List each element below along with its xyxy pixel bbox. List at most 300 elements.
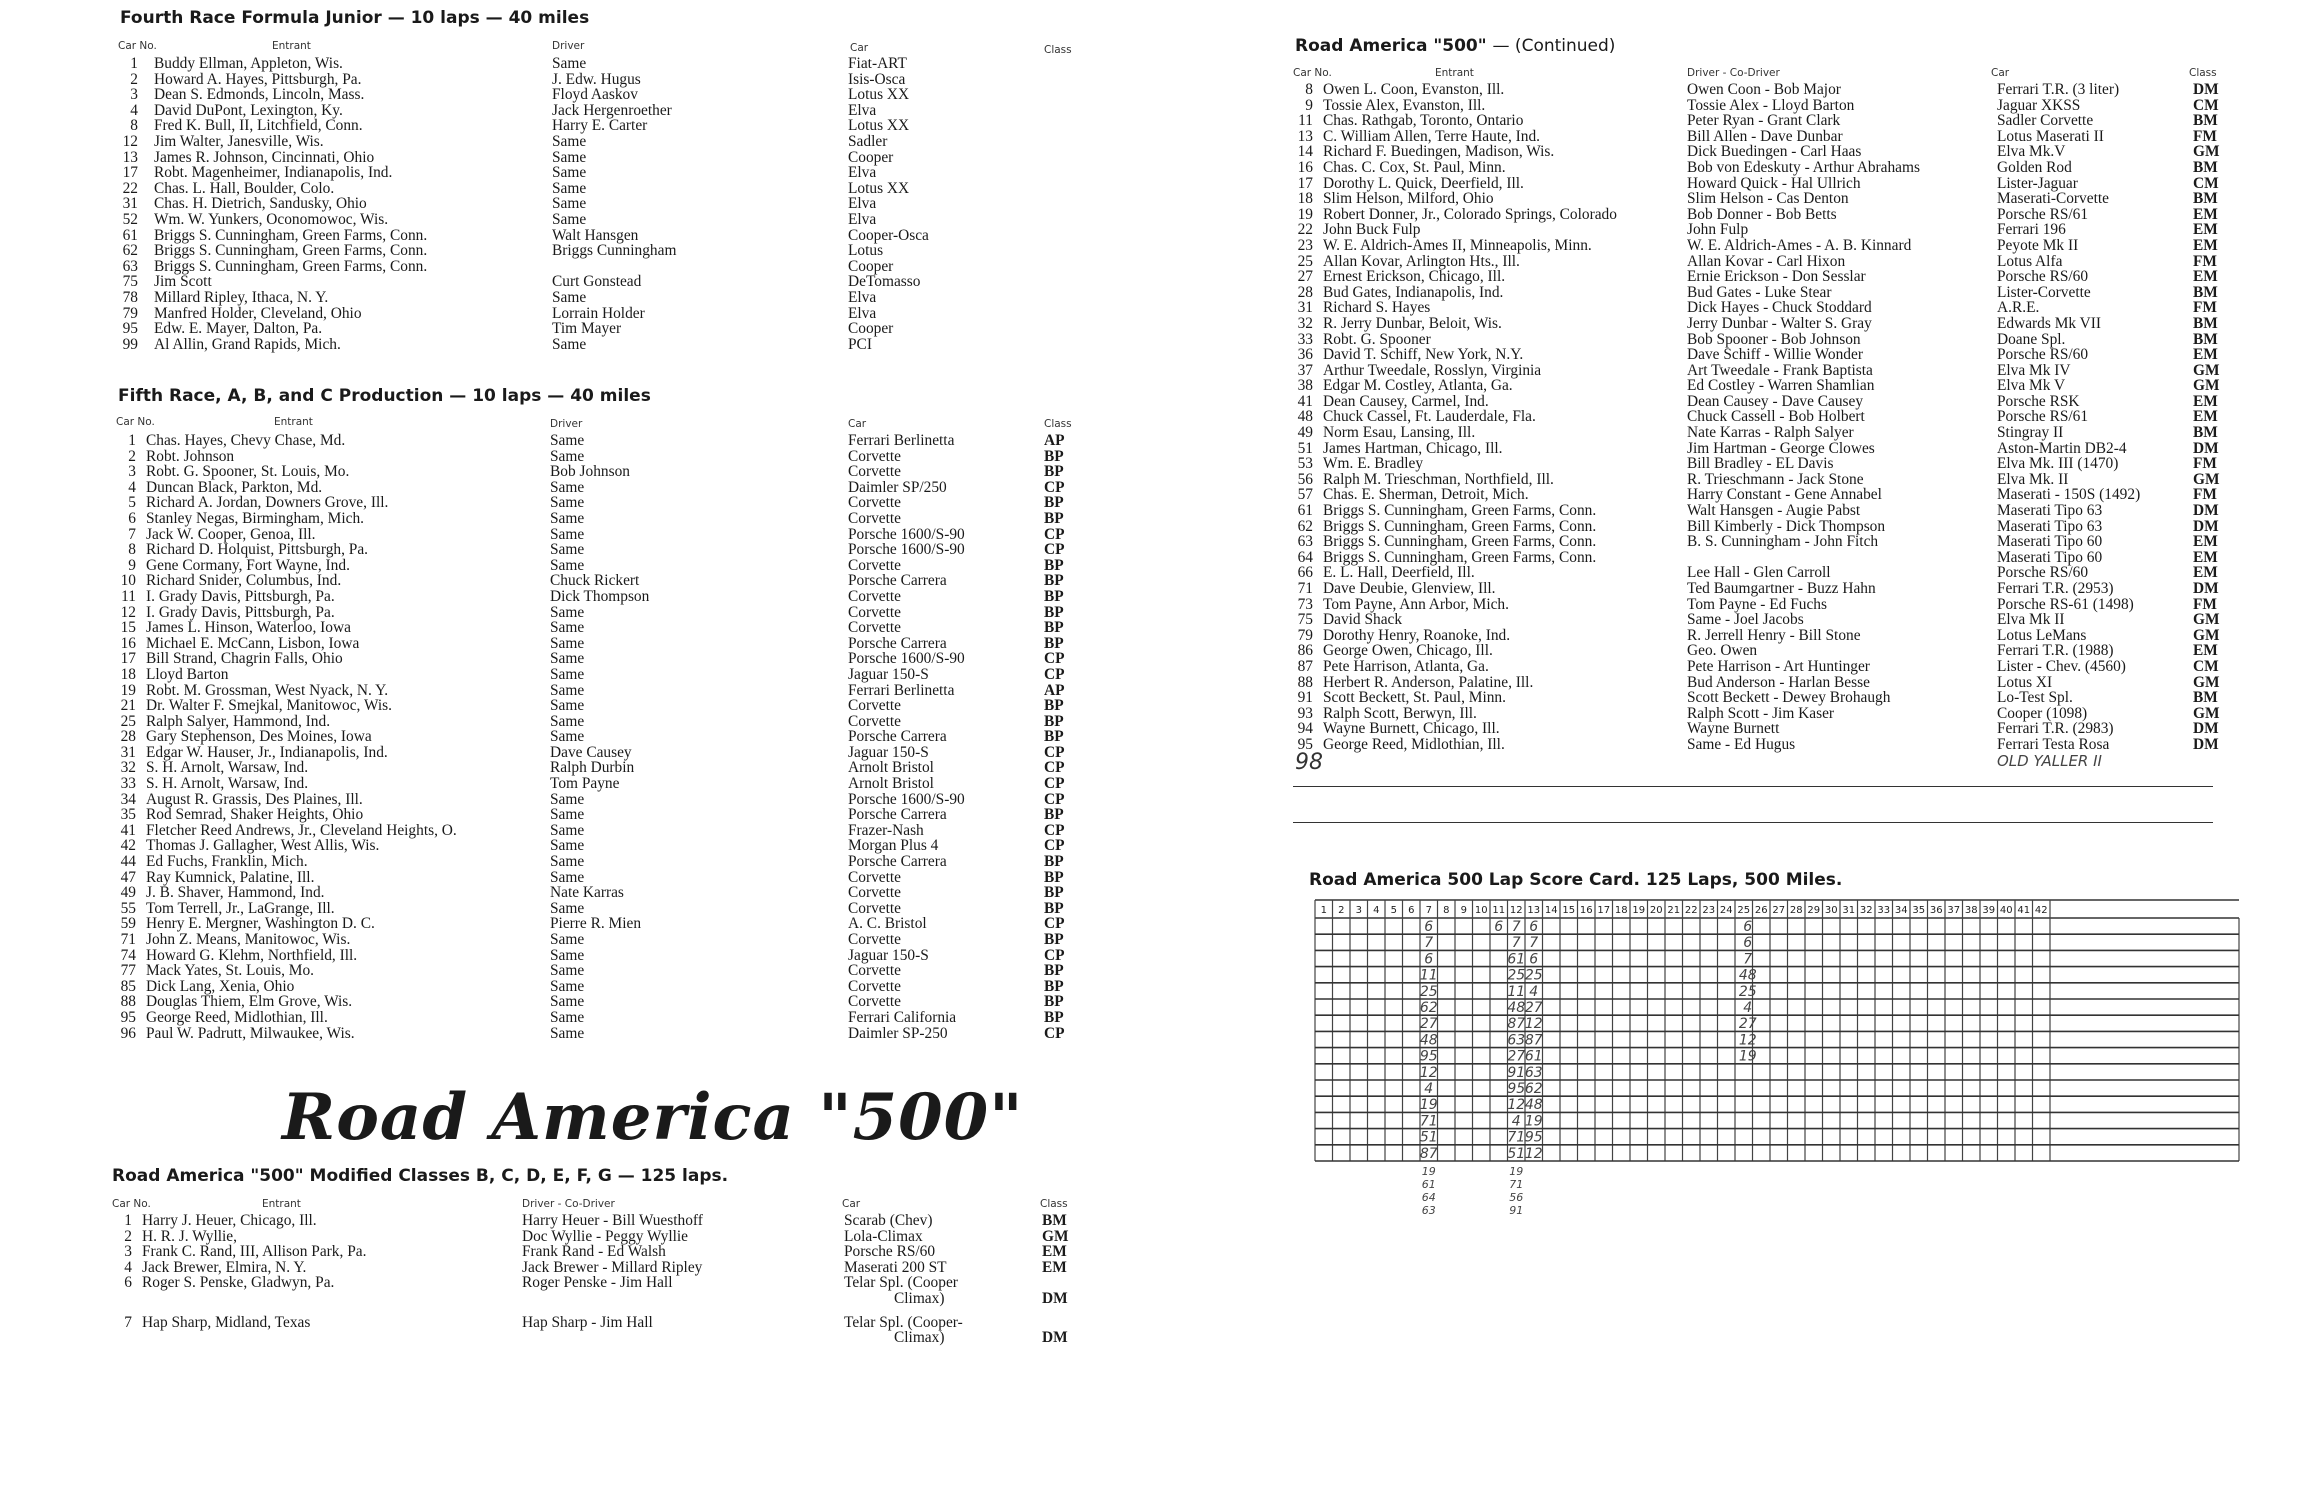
row-car-number: 66	[1297, 564, 1313, 582]
table-row	[110, 948, 1090, 964]
table-row	[112, 274, 1092, 290]
lap-mark: 87	[1419, 1145, 1438, 1162]
row-driver: Hap Sharp - Jim Hall	[522, 1313, 653, 1331]
row-entrant: Herbert R. Anderson, Palatine, Ill.	[1323, 673, 1534, 691]
row-car-number: 5	[128, 494, 136, 512]
row-entrant: I. Grady Davis, Pittsburgh, Pa.	[146, 603, 335, 621]
table-row-continuation	[106, 1330, 1086, 1346]
lap-mark: 87	[1524, 1032, 1543, 1049]
row-car: Aston-Martin DB2-4	[1997, 439, 2127, 457]
race4-title-text: Fourth Race Formula Junior	[120, 8, 382, 28]
row-car-number: 17	[122, 164, 138, 182]
table-row	[1287, 160, 2247, 176]
row-driver: Same	[552, 335, 587, 353]
row-car-number: 3	[124, 1243, 132, 1261]
ra500-cont-title	[1295, 36, 1615, 56]
row-car-number: 63	[1297, 533, 1313, 551]
row-car-number: 27	[1297, 268, 1313, 286]
row-entrant: Allan Kovar, Arlington Hts., Ill.	[1323, 252, 1520, 270]
row-car-number: 2	[130, 70, 138, 88]
row-driver: Same	[552, 210, 587, 228]
row-car-number: 61	[122, 226, 138, 244]
row-entrant: George Owen, Chicago, Ill.	[1323, 642, 1493, 660]
row-class: DM	[2193, 580, 2219, 597]
row-driver: Ralph Scott - Jim Kaser	[1687, 704, 1835, 722]
row-entrant: David T. Schiff, New York, N.Y.	[1323, 346, 1524, 364]
lap-mark: 6	[1424, 919, 1434, 935]
table-row	[1287, 176, 2247, 192]
row-car-number: 2	[124, 1227, 132, 1245]
table-row	[110, 480, 1090, 496]
row-entrant: Fletcher Reed Andrews, Jr., Cleveland Heights, O.	[146, 821, 457, 839]
row-car-number: 49	[1297, 424, 1313, 442]
row-driver: Chuck Rickert	[550, 572, 640, 590]
row-car-number: 9	[1305, 96, 1313, 114]
table-row	[110, 916, 1090, 932]
lap-column-label: 6	[1408, 905, 1415, 916]
row-driver: Scott Beckett - Dewey Brohaugh	[1687, 689, 1891, 707]
row-entrant: Briggs S. Cunningham, Green Farms, Conn.	[1323, 502, 1597, 520]
row-entrant: Jack W. Cooper, Genoa, Ill.	[146, 525, 316, 543]
row-car-number: 62	[122, 242, 138, 260]
row-car: Edwards Mk VII	[1997, 314, 2102, 332]
row-class: BP	[1044, 993, 1064, 1011]
table-row	[110, 745, 1090, 761]
row-car-number: 1	[128, 432, 136, 449]
row-car: Corvette	[848, 463, 901, 481]
row-car-number: 1	[130, 55, 138, 72]
row-driver: Same	[550, 1008, 585, 1026]
row-car: Maserati - 150S (1492)	[1997, 486, 2141, 504]
lap-mark: 62	[1524, 1081, 1543, 1097]
lap-mark: 19	[1738, 1048, 1757, 1065]
ra500-big-title: Road America "500"	[282, 1080, 1024, 1155]
race5-hdr-car: Car	[848, 418, 867, 430]
table-row	[110, 573, 1090, 589]
row-car: Porsche 1600/S-90	[848, 650, 965, 668]
row-car-number: 13	[122, 148, 138, 166]
row-car-continued: Climax)	[894, 1289, 945, 1307]
row-car: Jaguar 150-S	[848, 665, 929, 683]
row-class: BP	[1044, 1008, 1064, 1026]
table-row	[1287, 285, 2247, 301]
table-row	[1287, 487, 2247, 503]
table-row	[110, 651, 1090, 667]
row-car-number: 32	[120, 759, 136, 777]
row-car: A.R.E.	[1997, 299, 2040, 317]
row-entrant: Briggs S. Cunningham, Green Farms, Conn.	[154, 226, 428, 244]
row-car: Elva	[848, 288, 877, 306]
table-row	[112, 321, 1092, 337]
row-car: Corvette	[848, 697, 901, 715]
table-row	[1287, 363, 2247, 379]
table-row	[1287, 82, 2247, 98]
row-driver: Dave Causey	[550, 743, 632, 761]
row-car-number: 75	[1297, 611, 1313, 629]
row-entrant: Chas. C. Cox, St. Paul, Minn.	[1323, 158, 1506, 176]
row-driver: Same	[550, 650, 585, 668]
lap-mark: 51	[1507, 1145, 1526, 1162]
table-row	[110, 729, 1090, 745]
row-entrant: Bud Gates, Indianapolis, Ind.	[1323, 283, 1504, 301]
table-row	[112, 337, 1092, 353]
lap-mark: 63	[1507, 1032, 1526, 1049]
lap-column-label: 17	[1597, 905, 1611, 916]
row-entrant: Richard S. Hayes	[1323, 299, 1431, 317]
row-class: BP	[1044, 899, 1064, 917]
row-class: GM	[2193, 470, 2220, 488]
row-car: Elva Mk IV	[1997, 361, 2071, 379]
row-entrant: Mack Yates, St. Louis, Mo.	[146, 962, 315, 980]
row-entrant: Gary Stephenson, Des Moines, Iowa	[146, 728, 372, 746]
lap-column-label: 30	[1824, 905, 1838, 916]
table-row	[1287, 409, 2247, 425]
table-row	[112, 134, 1092, 150]
row-car-number: 32	[1297, 314, 1313, 332]
row-driver: Howard Quick - Hal Ullrich	[1687, 174, 1861, 192]
row-car: Telar Spl. (Cooper-	[844, 1313, 963, 1331]
row-car-number: 31	[120, 743, 136, 761]
lap-column-label: 14	[1544, 905, 1558, 916]
row-car: Corvette	[848, 619, 901, 637]
table-row	[110, 901, 1090, 917]
row-class: DM	[2193, 81, 2219, 98]
table-row	[1287, 721, 2247, 737]
row-class: BP	[1044, 962, 1064, 980]
lap-mark: 91	[1507, 1064, 1526, 1081]
row-entrant: Michael E. McCann, Lisbon, Iowa	[146, 634, 360, 652]
table-row	[106, 1213, 1086, 1229]
row-class: DM	[2193, 502, 2219, 520]
row-driver: Jack Hergenroether	[552, 101, 672, 119]
table-row	[1287, 581, 2247, 597]
row-driver: Ted Baumgartner - Buzz Hahn	[1687, 580, 1876, 597]
table-row	[1287, 675, 2247, 691]
lap-mark: 95	[1524, 1129, 1543, 1146]
row-driver: Ralph Durbin	[550, 759, 635, 777]
row-car: Lotus Maserati II	[1997, 127, 2104, 145]
row-driver: Ed Costley - Warren Shamlian	[1687, 377, 1875, 395]
row-class: BM	[2193, 112, 2218, 130]
table-row	[110, 870, 1090, 886]
row-car-number: 47	[120, 868, 136, 886]
table-row	[1287, 316, 2247, 332]
lap-mark: 71	[1507, 1129, 1526, 1146]
row-car: Cooper	[848, 257, 894, 275]
row-driver: Lorrain Holder	[552, 304, 645, 322]
row-car: Corvette	[848, 868, 901, 886]
row-car: Porsche Carrera	[848, 806, 947, 824]
row-car-number: 4	[130, 101, 138, 119]
lap-column-label: 27	[1772, 905, 1786, 916]
lap-mark: 7	[1424, 935, 1434, 952]
row-car-number: 25	[120, 712, 136, 730]
row-car-number: 3	[130, 86, 138, 104]
row-car: Elva Mk II	[1997, 611, 2065, 629]
row-car: Scarab (Chev)	[844, 1212, 933, 1229]
table-row	[110, 792, 1090, 808]
row-entrant: Robt. Magenheimer, Indianapolis, Ind.	[154, 164, 393, 182]
table-row	[1287, 113, 2247, 129]
row-entrant: Thomas J. Gallagher, West Allis, Wis.	[146, 837, 380, 855]
row-driver: Same	[550, 681, 585, 699]
row-car-number: 71	[120, 931, 136, 948]
row-entrant: Briggs S. Cunningham, Green Farms, Conn.	[1323, 517, 1597, 535]
race4-hdr-entrant: Entrant	[272, 40, 311, 52]
row-car: Porsche Carrera	[848, 572, 947, 590]
row-driver: Ernie Erickson - Don Sesslar	[1687, 268, 1866, 286]
row-car-number: 33	[1297, 330, 1313, 348]
row-car: Lotus XX	[848, 86, 910, 104]
lap-column-label: 34	[1894, 905, 1908, 916]
row-car: Corvette	[848, 494, 901, 512]
row-class: BP	[1044, 556, 1064, 574]
row-class: DM	[2193, 735, 2219, 753]
race5-hdr-driver: Driver	[550, 418, 583, 430]
row-car: Lister-Jaguar	[1997, 174, 2078, 192]
row-car: Elva	[848, 210, 877, 228]
lap-column-label: 13	[1527, 905, 1541, 916]
row-driver: Same	[550, 525, 585, 543]
row-car-number: 41	[1297, 392, 1313, 410]
table-row	[110, 854, 1090, 870]
row-class: CP	[1044, 775, 1065, 793]
table-row	[110, 776, 1090, 792]
lap-mark: 12	[1507, 1097, 1526, 1114]
lap-mark: 6	[1743, 919, 1753, 935]
lap-column-label: 20	[1649, 905, 1663, 916]
lap-mark: 71	[1419, 1113, 1438, 1130]
row-car-number: 19	[120, 681, 136, 699]
row-car-number: 37	[1297, 361, 1313, 379]
race5-table	[110, 433, 1090, 1041]
lap-column-label: 25	[1737, 905, 1751, 916]
row-class: CP	[1044, 541, 1065, 559]
row-car: Porsche 1600/S-90	[848, 525, 965, 543]
row-car-number: 36	[1297, 346, 1313, 364]
row-driver: Bill Allen - Dave Dunbar	[1687, 127, 1843, 145]
row-entrant: Richard A. Jordan, Downers Grove, Ill.	[146, 494, 389, 512]
row-entrant: Chas. Rathgab, Toronto, Ontario	[1323, 112, 1524, 130]
lap-column-label: 41	[2017, 905, 2031, 916]
lap-mark: 25	[1524, 967, 1543, 984]
race4-title	[120, 8, 589, 28]
table-row	[110, 807, 1090, 823]
ra500-cont-hdr-car: Car	[1991, 67, 2010, 79]
table-row	[110, 527, 1090, 543]
table-row	[110, 994, 1090, 1010]
row-car-number: 7	[128, 525, 136, 543]
table-row	[112, 306, 1092, 322]
row-car-number: 9	[128, 556, 136, 574]
row-entrant: George Reed, Midlothian, Ill.	[1323, 735, 1505, 753]
race5-hdr-entrant: Entrant	[274, 416, 313, 428]
table-row	[1287, 628, 2247, 644]
lap-mark: 7	[1529, 935, 1539, 952]
row-car: Elva Mk.V	[1997, 143, 2066, 161]
row-entrant: Chas. L. Hall, Boulder, Colo.	[154, 179, 335, 197]
lap-column-label: 26	[1754, 905, 1768, 916]
row-car-number: 63	[122, 257, 138, 275]
row-class: BP	[1044, 884, 1064, 902]
row-driver: Jerry Dunbar - Walter S. Gray	[1687, 314, 1872, 332]
row-car-number: 16	[120, 634, 136, 652]
row-car: Corvette	[848, 712, 901, 730]
table-row	[110, 683, 1090, 699]
row-driver: Same	[550, 432, 585, 449]
row-car: Telar Spl. (Cooper	[844, 1274, 958, 1292]
lap-mark: 11	[1419, 967, 1438, 984]
row-car: Lister-Corvette	[1997, 283, 2091, 301]
lap-mark: 27	[1738, 1016, 1757, 1033]
row-entrant: Dean S. Edmonds, Lincoln, Mass.	[154, 86, 365, 104]
row-car-number: 44	[120, 853, 136, 871]
row-driver: J. Edw. Hugus	[552, 70, 641, 88]
row-car-number: 34	[120, 790, 136, 808]
row-class: FM	[2193, 455, 2217, 473]
table-row	[110, 1026, 1090, 1042]
row-car: Corvette	[848, 931, 901, 948]
table-row	[1287, 643, 2247, 659]
table-row	[110, 449, 1090, 465]
table-row	[1287, 269, 2247, 285]
row-driver: Same	[550, 946, 585, 964]
row-entrant: Scott Beckett, St. Paul, Minn.	[1323, 689, 1506, 707]
row-class: GM	[2193, 673, 2220, 691]
row-driver: Same	[550, 634, 585, 652]
lap-mark-below: 61	[1421, 1178, 1436, 1191]
row-driver: John Fulp	[1687, 221, 1749, 239]
row-class: BM	[2193, 190, 2218, 208]
row-car: Ferrari 196	[1997, 221, 2066, 239]
row-class: GM	[2193, 626, 2220, 644]
row-car: Porsche RSK	[1997, 392, 2080, 410]
row-car-continued: Climax)	[894, 1329, 945, 1347]
row-driver: Same	[550, 712, 585, 730]
row-car: Porsche RS/61	[1997, 205, 2089, 223]
table-row	[1287, 144, 2247, 160]
table-row	[1287, 472, 2247, 488]
row-car: Corvette	[848, 884, 901, 902]
row-car-number: 79	[1297, 626, 1313, 644]
lap-column-label: 11	[1492, 905, 1506, 916]
row-car-number: 11	[121, 587, 136, 605]
ra500-mod-table	[106, 1213, 1086, 1346]
row-class: EM	[2193, 548, 2218, 566]
table-row	[112, 103, 1092, 119]
lap-column-label: 40	[1999, 905, 2013, 916]
row-car: Morgan Plus 4	[848, 837, 939, 855]
row-car: Doane Spl.	[1997, 330, 2066, 348]
lap-mark: 25	[1738, 983, 1757, 1000]
row-car: Lotus XI	[1997, 673, 2053, 691]
lap-mark: 4	[1424, 1081, 1434, 1097]
row-class: BM	[2193, 283, 2218, 301]
row-class: CP	[1044, 790, 1065, 808]
row-driver: Nate Karras - Ralph Salyer	[1687, 424, 1854, 442]
lap-mark: 12	[1524, 1016, 1543, 1033]
row-car: Maserati 200 ST	[844, 1258, 947, 1276]
race4-hdr-car: Car	[850, 42, 869, 54]
lap-column-label: 37	[1947, 905, 1961, 916]
handwritten-car-name: OLD YALLER II	[1997, 752, 2102, 770]
row-class: BP	[1044, 931, 1064, 948]
row-driver: Jack Brewer - Millard Ripley	[522, 1258, 703, 1276]
row-car: Corvette	[848, 509, 901, 527]
row-car: Maserati Tipo 60	[1997, 533, 2103, 551]
row-car-number: 88	[1297, 673, 1313, 691]
row-car-number: 33	[120, 775, 136, 793]
row-car-number: 56	[1297, 470, 1313, 488]
row-driver: Tim Mayer	[552, 320, 622, 338]
row-driver: Same	[550, 494, 585, 512]
row-entrant: Jack Brewer, Elmira, N. Y.	[142, 1258, 307, 1276]
row-class: EM	[1042, 1243, 1067, 1261]
lap-mark-below: 64	[1421, 1191, 1436, 1204]
race5-title-text: Fifth Race, A, B, and C Production	[118, 386, 444, 406]
row-car: DeTomasso	[848, 273, 921, 291]
row-driver: Same	[550, 790, 585, 808]
row-entrant: Tossie Alex, Evanston, Ill.	[1323, 96, 1486, 114]
row-class: EM	[2193, 392, 2218, 410]
row-entrant: Bill Strand, Chagrin Falls, Ohio	[146, 650, 343, 668]
row-entrant: James L. Hinson, Waterloo, Iowa	[146, 619, 351, 637]
row-class: BP	[1044, 447, 1064, 465]
row-car-number: 79	[122, 304, 138, 322]
row-car-number: 95	[120, 1008, 136, 1026]
row-car-number: 51	[1297, 439, 1313, 457]
row-entrant: Ed Fuchs, Franklin, Mich.	[146, 853, 308, 871]
row-driver: Doc Wyllie - Peggy Wyllie	[522, 1227, 688, 1245]
row-driver: Same	[552, 132, 587, 150]
row-class: CP	[1044, 665, 1065, 683]
lap-mark: 12	[1738, 1032, 1757, 1049]
row-entrant: Wm. W. Yunkers, Oconomowoc, Wis.	[154, 210, 389, 228]
row-class: CP	[1044, 915, 1065, 933]
row-driver: Dean Causey - Dave Causey	[1687, 392, 1864, 410]
row-entrant: J. B. Shaver, Hammond, Ind.	[146, 884, 325, 902]
row-driver: Chuck Cassell - Bob Holbert	[1687, 408, 1865, 426]
ra500-cont-table	[1287, 82, 2247, 753]
row-driver: Bob Johnson	[550, 463, 630, 481]
row-driver: Same	[550, 853, 585, 871]
row-car-number: 99	[122, 335, 138, 353]
lap-mark: 48	[1738, 967, 1757, 984]
row-class: CP	[1044, 525, 1065, 543]
row-car-number: 17	[1297, 174, 1313, 192]
row-car: Cooper	[848, 320, 894, 338]
table-row	[110, 838, 1090, 854]
row-car: Sadler Corvette	[1997, 112, 2094, 130]
table-row	[110, 979, 1090, 995]
row-class: BM	[2193, 314, 2218, 332]
table-row	[112, 196, 1092, 212]
row-driver: Walt Hansgen - Augie Pabst	[1687, 502, 1861, 520]
row-car-number: 71	[1297, 580, 1313, 597]
row-class: EM	[2193, 268, 2218, 286]
table-row	[110, 620, 1090, 636]
row-car: Stingray II	[1997, 424, 2064, 442]
lap-mark: 27	[1507, 1048, 1526, 1065]
row-car: Corvette	[848, 899, 901, 917]
row-car: Elva	[848, 164, 877, 182]
row-car: Porsche RS/60	[844, 1243, 936, 1261]
divider-top	[1293, 786, 2213, 787]
row-driver: Same	[550, 868, 585, 886]
row-driver: Owen Coon - Bob Major	[1687, 81, 1841, 98]
row-entrant: Norm Esau, Lansing, Ill.	[1323, 424, 1476, 442]
lap-column-label: 10	[1474, 905, 1488, 916]
